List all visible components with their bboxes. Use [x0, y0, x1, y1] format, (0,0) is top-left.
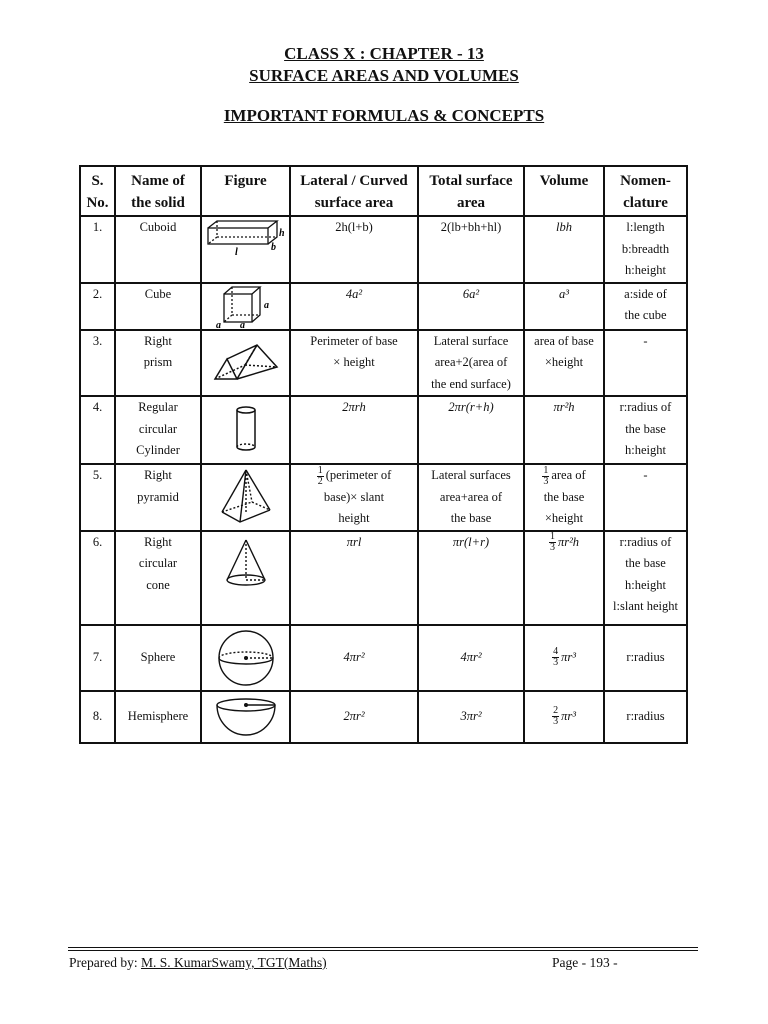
row-total-area: 6a² — [418, 283, 524, 330]
row-solid-name: Right prism — [115, 330, 201, 397]
row-solid-name: Sphere — [115, 625, 201, 691]
page-number: Page - 193 - — [552, 955, 618, 970]
table-row — [80, 283, 687, 330]
header-figure: Figure — [201, 166, 290, 216]
row-total-area: Lateral surface area+2(area of the end surface) — [418, 330, 524, 397]
row-nomenclature: l:length b:breadth h:height — [604, 216, 687, 283]
prepared-label: Prepared by: — [69, 955, 141, 970]
row-solid-name: Cuboid — [115, 216, 201, 283]
svg-text:h: h — [279, 228, 285, 239]
row-volume: $\frac{2}{3}$ πr³ — [524, 691, 604, 743]
row-sno: 3. — [80, 330, 115, 397]
row-volume: πr²h — [524, 396, 604, 464]
row-total-area: 2πr(r+h) — [418, 396, 524, 464]
row-figure — [201, 464, 290, 531]
row-nomenclature: r:radius — [604, 625, 687, 691]
pyramid-figure — [216, 468, 276, 524]
row-volume: lbh — [524, 216, 604, 283]
row-solid-name: Cube — [115, 283, 201, 330]
svg-text:a: a — [263, 299, 269, 311]
third-fraction: $\frac{1}{3}$ — [543, 464, 549, 487]
row-sno: 6. — [80, 531, 115, 625]
table-header-row — [80, 166, 687, 216]
row-nomenclature: r:radius — [604, 691, 687, 743]
row-solid-name: Right pyramid — [115, 464, 201, 531]
two-thirds-fraction: $\frac{2}{3}$ — [553, 705, 559, 728]
row-lateral-area: $\frac{1}{2}$ (perimeter of base)× slant height — [290, 464, 418, 531]
row-solid-name: Regular circular Cylinder — [115, 396, 201, 464]
table-row — [80, 464, 687, 531]
row-lateral-area: 2πr² — [290, 691, 418, 743]
half-fraction: $\frac{1}{2}$ — [317, 464, 323, 487]
row-sno: 1. — [80, 216, 115, 283]
row-volume: $\frac{1}{3}$ πr²h — [524, 531, 604, 625]
row-solid-name: Hemisphere — [115, 691, 201, 743]
row-solid-name: Right circular cone — [115, 531, 201, 625]
row-figure — [201, 283, 290, 330]
row-lateral-area: 2πrh — [290, 396, 418, 464]
cone-figure — [221, 538, 271, 590]
cuboid-figure — [203, 217, 289, 257]
header-lateral: Lateral / Curved surface area — [290, 166, 418, 216]
header-nomenclature: Nomen- clature — [604, 166, 687, 216]
svg-text:a: a — [239, 319, 245, 328]
header-sno: S. No. — [80, 166, 115, 216]
row-total-area: 4πr² — [418, 625, 524, 691]
row-sno: 7. — [80, 625, 115, 691]
footer-divider — [68, 947, 698, 948]
footer-divider — [68, 950, 698, 951]
author-name: M. S. KumarSwamy, TGT(Maths) — [140, 955, 327, 970]
row-sno: 8. — [80, 691, 115, 743]
table-row — [80, 531, 687, 625]
row-figure — [201, 691, 290, 743]
row-volume: a³ — [524, 283, 604, 330]
row-total-area: πr(l+r) — [418, 531, 524, 625]
row-total-area: Lateral surfaces area+area of the base — [418, 464, 524, 531]
row-volume: $\frac{4}{3}$ πr³ — [524, 625, 604, 691]
chapter-subtitle: SURFACE AREAS AND VOLUMES — [249, 66, 519, 85]
svg-text:b: b — [271, 242, 276, 253]
cylinder-figure — [231, 405, 261, 455]
hemisphere-figure — [214, 697, 278, 737]
footer-credit — [69, 955, 327, 971]
row-total-area: 3πr² — [418, 691, 524, 743]
cube-figure — [214, 284, 278, 328]
sphere-figure — [215, 629, 277, 687]
table-row — [80, 625, 687, 691]
row-figure — [201, 330, 290, 397]
four-thirds-fraction: $\frac{4}{3}$ — [553, 646, 559, 669]
row-nomenclature: r:radius of the base h:height l:slant height — [604, 531, 687, 625]
row-figure — [201, 216, 290, 283]
section-heading: IMPORTANT FORMULAS & CONCEPTS — [223, 106, 545, 125]
svg-text:a: a — [215, 319, 221, 328]
row-nomenclature: - — [604, 330, 687, 397]
header-volume: Volume — [524, 166, 604, 216]
row-lateral-area: 2h(l+b) — [290, 216, 418, 283]
row-nomenclature: a:side of the cube — [604, 283, 687, 330]
row-lateral-area: 4a² — [290, 283, 418, 330]
row-total-area: 2(lb+bh+hl) — [418, 216, 524, 283]
row-figure — [201, 625, 290, 691]
row-nomenclature: r:radius of the base h:height — [604, 396, 687, 464]
table-row — [80, 216, 687, 283]
row-lateral-area: Perimeter of base × height — [290, 330, 418, 397]
chapter-title: CLASS X : CHAPTER - 13 — [284, 44, 484, 63]
row-figure — [201, 396, 290, 464]
row-sno: 2. — [80, 283, 115, 330]
third-fraction: $\frac{1}{3}$ — [549, 531, 555, 554]
row-volume: area of base ×height — [524, 330, 604, 397]
prism-figure — [211, 339, 281, 385]
header-total: Total surface area — [418, 166, 524, 216]
row-lateral-area: 4πr² — [290, 625, 418, 691]
table-row — [80, 396, 687, 464]
row-sno: 5. — [80, 464, 115, 531]
header-name: Name of the solid — [115, 166, 201, 216]
row-volume: $\frac{1}{3}$ area of the base ×height — [524, 464, 604, 531]
formula-table — [79, 165, 688, 744]
table-row — [80, 691, 687, 743]
table-row — [80, 330, 687, 397]
svg-text:l: l — [235, 247, 238, 257]
row-lateral-area: πrl — [290, 531, 418, 625]
row-sno: 4. — [80, 396, 115, 464]
row-figure — [201, 531, 290, 625]
row-nomenclature: - — [604, 464, 687, 531]
